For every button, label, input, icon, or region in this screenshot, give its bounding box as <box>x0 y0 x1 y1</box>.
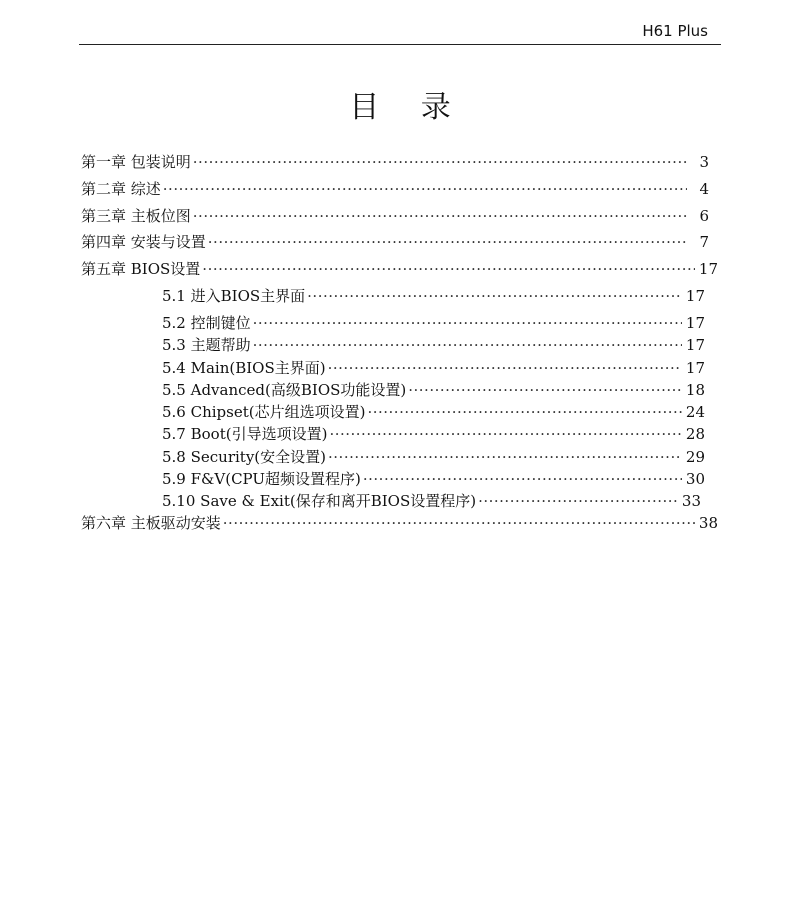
toc-leader-dots <box>163 178 687 200</box>
toc-entry-section-5-7[interactable] <box>162 423 705 445</box>
toc-entry-label: 5.3 主题帮助 <box>162 336 251 354</box>
toc-entry-label: 5.6 Chipset(芯片组选项设置) <box>162 403 366 421</box>
toc-leader-dots <box>328 357 682 379</box>
toc-entry-chapter-5[interactable] <box>81 258 718 280</box>
toc-leader-dots <box>363 468 682 490</box>
toc-entry-section-5-3[interactable] <box>162 334 705 356</box>
toc-leader-dots <box>253 334 682 356</box>
toc-entry-label: 第四章 安装与设置 <box>81 233 206 251</box>
toc-leader-dots <box>193 151 687 173</box>
toc-entry-section-5-2[interactable] <box>162 312 705 334</box>
header-rule <box>79 44 721 45</box>
toc-entry-page: 30 <box>685 470 705 488</box>
toc-entry-page: 7 <box>699 233 709 251</box>
toc-leader-dots <box>223 512 695 534</box>
toc-entry-section-5-1[interactable] <box>162 285 705 307</box>
toc-entry-label: 5.7 Boot(引导选项设置) <box>162 425 328 443</box>
toc-leader-dots <box>408 379 682 401</box>
toc-entry-label: 第三章 主板位图 <box>81 207 191 225</box>
toc-leader-dots <box>328 446 682 468</box>
toc-entry-label: 5.5 Advanced(高级BIOS功能设置) <box>162 381 407 399</box>
toc-entry-page: 3 <box>699 153 709 171</box>
toc-entry-section-5-10[interactable] <box>162 490 701 512</box>
toc-entry-page: 17 <box>685 287 705 305</box>
toc-entry-label: 5.9 F&V(CPU超频设置程序) <box>162 470 361 488</box>
toc-entry-chapter-2[interactable] <box>81 178 709 200</box>
toc-entry-section-5-4[interactable] <box>162 357 705 379</box>
toc-leader-dots <box>202 258 695 280</box>
toc-entry-section-5-8[interactable] <box>162 446 705 468</box>
document-header-title: H61 Plus <box>642 22 708 40</box>
toc-leader-dots <box>193 205 687 227</box>
toc-entry-page: 24 <box>685 403 705 421</box>
toc-entry-page: 17 <box>685 336 705 354</box>
toc-entry-page: 33 <box>681 492 701 510</box>
toc-entry-label: 5.8 Security(安全设置) <box>162 448 327 466</box>
toc-leader-dots <box>478 490 678 512</box>
toc-entry-chapter-3[interactable] <box>81 205 709 227</box>
toc-entry-page: 29 <box>685 448 705 466</box>
toc-entry-label: 第五章 BIOS设置 <box>81 260 201 278</box>
toc-leader-dots <box>367 401 681 423</box>
toc-leader-dots <box>329 423 681 445</box>
toc-entry-label: 第二章 综述 <box>81 180 161 198</box>
toc-entry-page: 28 <box>685 425 705 443</box>
toc-entry-label: 第六章 主板驱动安装 <box>81 514 221 532</box>
toc-entry-page: 4 <box>699 180 709 198</box>
toc-entry-page: 17 <box>685 314 705 332</box>
toc-entry-label: 5.4 Main(BIOS主界面) <box>162 359 326 377</box>
toc-entry-section-5-5[interactable] <box>162 379 705 401</box>
toc-entry-chapter-4[interactable] <box>81 231 709 253</box>
toc-entry-chapter-6[interactable] <box>81 512 718 534</box>
toc-entry-page: 17 <box>698 260 718 278</box>
toc-leader-dots <box>307 285 682 307</box>
toc-entry-page: 6 <box>699 207 709 225</box>
toc-leader-dots <box>253 312 682 334</box>
toc-entry-section-5-9[interactable] <box>162 468 705 490</box>
toc-entry-page: 38 <box>698 514 718 532</box>
toc-entry-label: 第一章 包装说明 <box>81 153 191 171</box>
toc-entry-page: 18 <box>685 381 705 399</box>
toc-entry-label: 5.2 控制键位 <box>162 314 251 332</box>
toc-entry-section-5-6[interactable] <box>162 401 705 423</box>
toc-entry-label: 5.10 Save & Exit(保存和离开BIOS设置程序) <box>162 492 477 510</box>
toc-title: 目 录 <box>349 90 467 125</box>
toc-entry-chapter-1[interactable] <box>81 151 709 173</box>
toc-leader-dots <box>208 231 687 253</box>
toc-entry-page: 17 <box>685 359 705 377</box>
toc-entry-label: 5.1 进入BIOS主界面 <box>162 287 306 305</box>
